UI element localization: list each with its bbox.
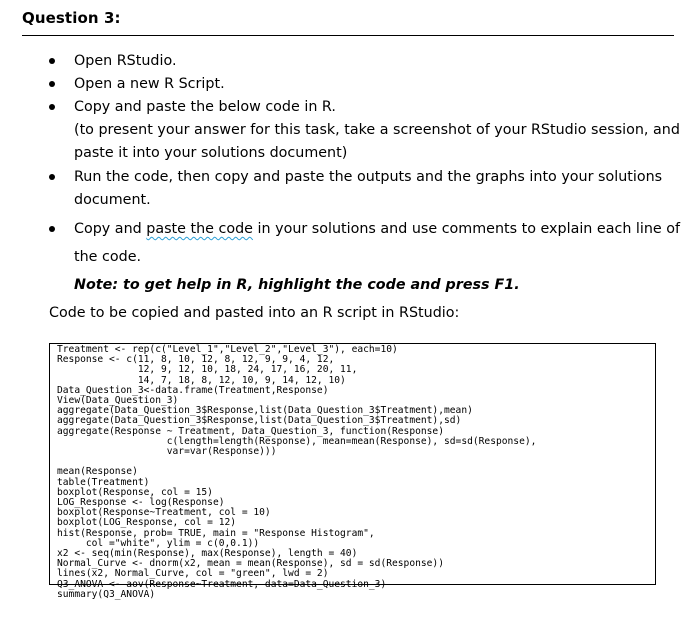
code-line: x2 <- seq(min(Response), max(Response), length = 40): [57, 548, 358, 559]
instruction-comments-text: Copy and: [74, 221, 147, 237]
code-line: aggregate(Data_Question_3$Response,list(Data_Question_3$Treatment),sd): [57, 415, 462, 427]
instruction-comments-cont: the code.: [74, 249, 142, 265]
code-line: Treatment <- rep(c("Level_1","Level_2","Level_3"), each=10): [57, 344, 398, 355]
code-line: boxplot(Response, col = 15): [57, 486, 213, 498]
code-line: Q3_ANOVA <- aov(Response~Treatment, data=Data_Question_3): [57, 578, 387, 590]
spellcheck-squiggle-text: paste the code: [146, 221, 253, 237]
instruction-comments-text: in your solutions and use comments to explain each line of: [252, 221, 681, 237]
code-line: boxplot(Response~Treatment, col = 10): [57, 507, 271, 519]
instruction-copy-paste-detail: paste it into your solutions document): [74, 145, 348, 161]
instruction-open-rstudio: Open RStudio.: [74, 53, 177, 69]
instruction-copy-paste: Copy and paste the below code in R.: [74, 99, 336, 115]
code-line: boxplot(LOG_Response, col = 12): [57, 517, 237, 529]
code-line: col ="white", ylim = c(0,0.1)): [57, 537, 260, 549]
code-line: 14, 7, 18, 8, 12, 10, 9, 14, 12, 10): [57, 374, 346, 386]
help-note: Note: to get help in R, highlight the code and press F1.: [74, 277, 520, 293]
bullet-dot: [49, 174, 55, 180]
instruction-run-code-cont: document.: [74, 192, 151, 208]
instruction-copy-paste-detail: (to present your answer for this task, take a screenshot of your RStudio session, and: [74, 122, 680, 138]
instruction-run-code: Run the code, then copy and paste the outputs and the graphs into your solutions: [74, 169, 663, 185]
bullet-dot: [49, 104, 55, 110]
code-line: Data_Question_3<-data.frame(Treatment,Response): [57, 384, 329, 396]
code-line: table(Treatment): [57, 476, 150, 488]
code-line: Response <- c(11, 8, 10, 12, 8, 12, 9, 9, 4, 12,: [57, 354, 335, 366]
code-line: lines(x2, Normal_Curve, col = "green", lwd = 2): [57, 568, 329, 580]
code-intro-text: Code to be copied and pasted into an R script in RStudio:: [49, 305, 460, 321]
code-line: aggregate(Data_Question_3$Response,list(Data_Question_3$Treatment),mean): [57, 405, 473, 417]
code-line: Normal_Curve <- dnorm(x2, mean = mean(Response), sd = sd(Response)): [57, 558, 444, 570]
code-line: hist(Response, prob= TRUE, main = "Response Histogram",: [57, 527, 375, 539]
instruction-new-script: Open a new R Script.: [74, 76, 225, 92]
instruction-comments: [74, 220, 680, 238]
code-line: aggregate(Response ~ Treatment, Data_Question_3, function(Response): [57, 425, 444, 437]
question-heading: Question 3:: [22, 9, 121, 27]
heading-rule: [22, 35, 674, 36]
code-line: summary(Q3_ANOVA): [57, 588, 156, 600]
bullet-dot: [49, 226, 55, 232]
code-line: LOG_Response <- log(Response): [57, 497, 225, 508]
code-line: c(length=length(Response), mean=mean(Response), sd=sd(Response),: [57, 435, 537, 447]
bullet-dot: [49, 58, 55, 64]
code-line: View(Data_Question_3): [57, 395, 179, 406]
code-line: 12, 9, 12, 10, 18, 24, 17, 16, 20, 11,: [57, 364, 358, 376]
code-line: var=var(Response))): [57, 446, 277, 457]
code-line: mean(Response): [57, 466, 138, 478]
bullet-dot: [49, 81, 55, 87]
code-block: [49, 343, 656, 600]
